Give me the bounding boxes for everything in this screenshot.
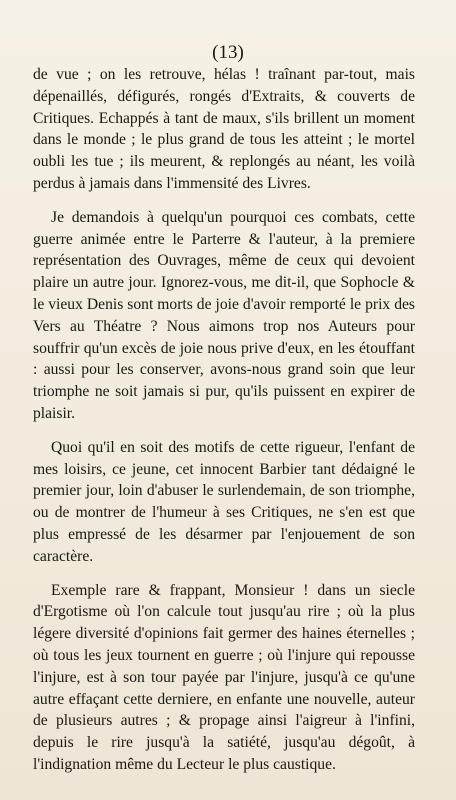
- paragraph-1: de vue ; on les retrouve, hélas ! traînant par-tout, mais dépenaillés, défigurés, rongés d'Extraits, & couverts de Critiques. Echappés à tant de maux, s'ils brillent un moment dans le monde ; le plus grand de tous les atteint ; le mortel oubli les tue ; ils meurent, & replongés au néant, les voilà perdus à jamais dans l'immensité des Livres.: [33, 66, 415, 192]
- paragraph-4: Exemple rare & frappant, Monsieur ! dans un siecle d'Ergotisme où l'on calcule tout jusqu'au rire ; où la plus légere diversité d'opinions fait germer des haines éternelles ; où tous les jeux tournent en guerre ; où l'injure qui repousse l'injure, est à son tour payée par l'injure, jusqu'à ce qu'une autre effaçant cette derniere, en enfante une nouvelle, auteur de plusieurs autres ; & propage ainsi l'aigreur à l'infini, depuis le rire jusqu'à la satiété, jusqu'au dégoût, à l'indignation même du Lecteur le plus caustique.: [33, 581, 415, 773]
- page-number: (13): [212, 42, 244, 63]
- paragraph-3: Quoi qu'il en soit des motifs de cette rigueur, l'enfant de mes loisirs, ce jeune, cet innocent Barbier tant dédaigné le premier jour, loin d'abuser le surlendemain, de son triomphe, ou de montrer de l'humeur à ses Critiques, ne s'en est que plus empressé de les désarmer par l'enjouement de son caractère.: [33, 438, 415, 565]
- paragraph-2: Je demandois à quelqu'un pourquoi ces combats, cette guerre animée entre le Parterre & l'auteur, à la premiere représentation des Ouvrages, même de ceux qui devoient plaire un autre jour. Ignorez-vous, me dit-il, que Sophocle & le vieux Denis sont morts de joie d'avoir remporté le prix des Vers au Théatre ? Nous aimons trop nos Auteurs pour souffrir qu'un excès de joie nous prive d'eux, en les étouffant : aussi pour les conserver, avons-nous grand soin que leur triomphe ne soit jamais si pur, qu'ils puissent en expirer de plaisir.: [33, 208, 415, 422]
- body-text: [33, 64, 415, 776]
